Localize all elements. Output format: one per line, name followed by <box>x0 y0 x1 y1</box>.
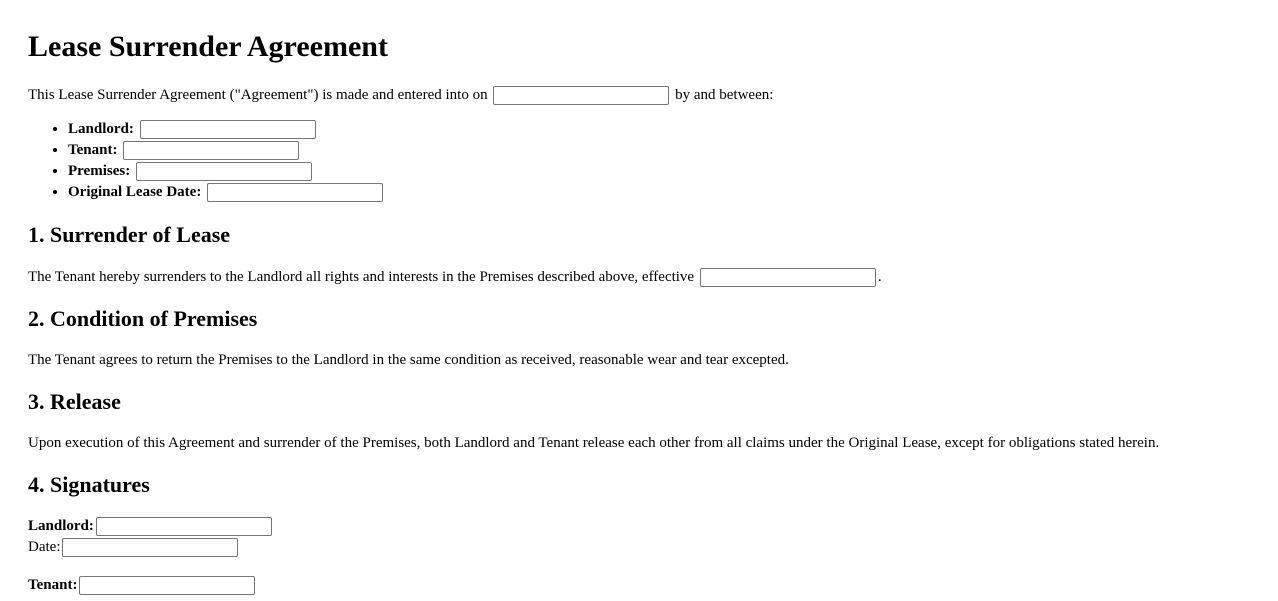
original-lease-date-input[interactable] <box>207 183 383 202</box>
tenant-input[interactable] <box>123 141 299 160</box>
landlord-signature-input[interactable] <box>96 517 272 536</box>
section-heading-condition: 2. Condition of Premises <box>28 306 258 331</box>
surrender-text: The Tenant hereby surrenders to the Landlord all rights and interests in the Premises described above, effective <box>28 269 695 285</box>
surrender-effective-date-input[interactable] <box>700 268 876 287</box>
signature-area <box>28 516 1250 596</box>
section-heading-release: 3. Release <box>28 389 121 414</box>
party-item-landlord <box>68 119 1250 140</box>
surrender-period: . <box>877 269 882 285</box>
section-text-surrender <box>28 267 1250 288</box>
landlord-input[interactable] <box>140 120 316 139</box>
signature-label-tenant: Tenant: <box>28 577 78 593</box>
party-label: Premises: <box>68 163 131 179</box>
signature-label-landlord: Landlord: <box>28 518 94 534</box>
party-label: Original Lease Date: <box>68 184 202 200</box>
intro-text: This Lease Surrender Agreement ("Agreement") is made and entered into on <box>28 87 488 103</box>
section-text-condition: The Tenant agrees to return the Premises to the Landlord in the same condition as received, reasonable wear and tear excepted. <box>28 352 789 368</box>
signature-date-label: Date: <box>28 539 61 555</box>
section-heading-signatures: 4. Signatures <box>28 472 150 497</box>
agreement-date-input[interactable] <box>493 86 669 105</box>
document-title: Lease Surrender Agreement <box>28 30 388 63</box>
section-heading-surrender: 1. Surrender of Lease <box>28 222 231 247</box>
landlord-signature-date-input[interactable] <box>62 538 238 557</box>
party-label: Tenant: <box>68 142 118 158</box>
party-item-premises <box>68 161 1250 182</box>
party-label: Landlord: <box>68 121 134 137</box>
party-item-tenant <box>68 140 1250 161</box>
intro-text-after: by and between: <box>675 87 774 103</box>
tenant-signature-input[interactable] <box>79 576 255 595</box>
intro-paragraph <box>28 85 1250 106</box>
parties-list <box>28 119 1250 203</box>
premises-input[interactable] <box>136 162 312 181</box>
signature-block-landlord <box>28 516 1250 558</box>
party-item-original-lease-date <box>68 182 1250 203</box>
signature-block-tenant <box>28 575 1250 596</box>
section-text-release: Upon execution of this Agreement and surrender of the Premises, both Landlord and Tenant release each other from all claims under the Original Lease, except for obligations stated herein. <box>28 435 1160 451</box>
